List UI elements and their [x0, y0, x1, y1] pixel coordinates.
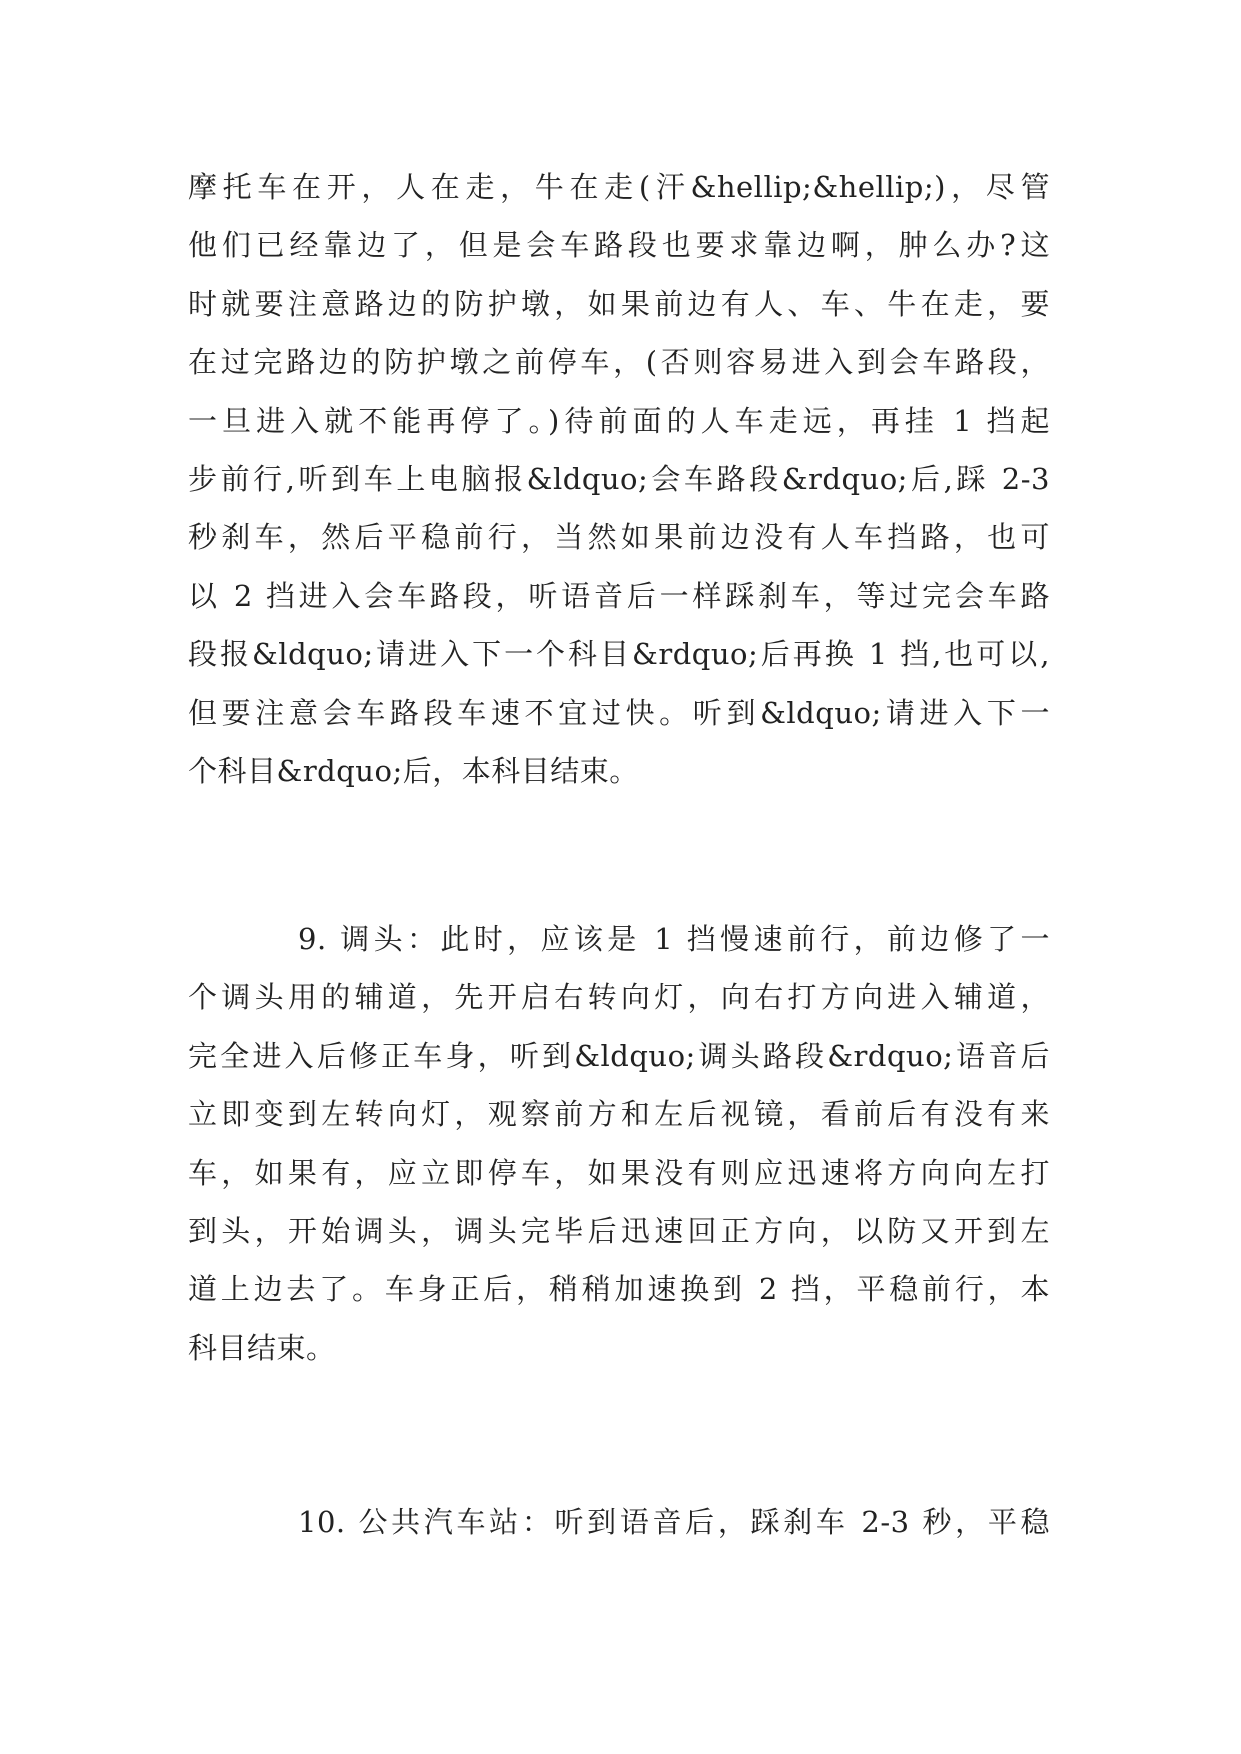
text-line: 段报&ldquo;请进入下一个科目&rdquo;后再换 1 挡,也可以,	[188, 637, 1050, 672]
text-line: 立即变到左转向灯，观察前方和左后视镜，看前后有没有来	[188, 1097, 1050, 1132]
text-line: 车，如果有，应立即停车，如果没有则应迅速将方向向左打	[188, 1155, 1050, 1190]
text-line: 摩托车在开，人在走，牛在走(汗&hellip;&hellip;)，尽管	[188, 170, 1050, 204]
section-heading-line: 9. 调头：此时，应该是 1 挡慢速前行，前边修了一	[298, 922, 1050, 956]
text-line: 以 2 挡进入会车路段，听语音后一样踩刹车，等过完会车路	[188, 578, 1050, 613]
text-line: 个调头用的辅道，先开启右转向灯，向右打方向进入辅道，	[188, 980, 1050, 1015]
text-line: 他们已经靠边了，但是会车路段也要求靠边啊，肿么办?这	[188, 228, 1050, 263]
text-line: 一旦进入就不能再停了。)待前面的人车走远，再挂 1 挡起	[188, 403, 1050, 438]
text-line: 在过完路边的防护墩之前停车，(否则容易进入到会车路段，	[188, 345, 1050, 380]
section-heading-line: 10. 公共汽车站：听到语音后，踩刹车 2-3 秒，平稳	[298, 1505, 1050, 1539]
text-line: 个科目&rdquo;后，本科目结束。	[188, 753, 639, 788]
text-line: 到头，开始调头，调头完毕后迅速回正方向，以防又开到左	[188, 1213, 1050, 1248]
text-line: 秒刹车，然后平稳前行，当然如果前边没有人车挡路，也可	[188, 520, 1050, 555]
text-line: 但要注意会车路段车速不宜过快。听到&ldquo;请进入下一	[188, 695, 1050, 730]
paragraph-bus-stop-section	[188, 1493, 1050, 1551]
text-line: 步前行,听到车上电脑报&ldquo;会车路段&rdquo;后,踩 2-3	[188, 461, 1050, 496]
text-line: 完全进入后修正车身，听到&ldquo;调头路段&rdquo;语音后	[188, 1038, 1050, 1073]
text-line: 科目结束。	[188, 1330, 336, 1365]
paragraph-meeting-section	[188, 158, 1050, 800]
text-line: 道上边去了。车身正后，稍稍加速换到 2 挡，平稳前行，本	[188, 1272, 1050, 1307]
text-line: 时就要注意路边的防护墩，如果前边有人、车、牛在走，要	[188, 286, 1050, 321]
paragraph-u-turn-section	[188, 910, 1050, 1377]
